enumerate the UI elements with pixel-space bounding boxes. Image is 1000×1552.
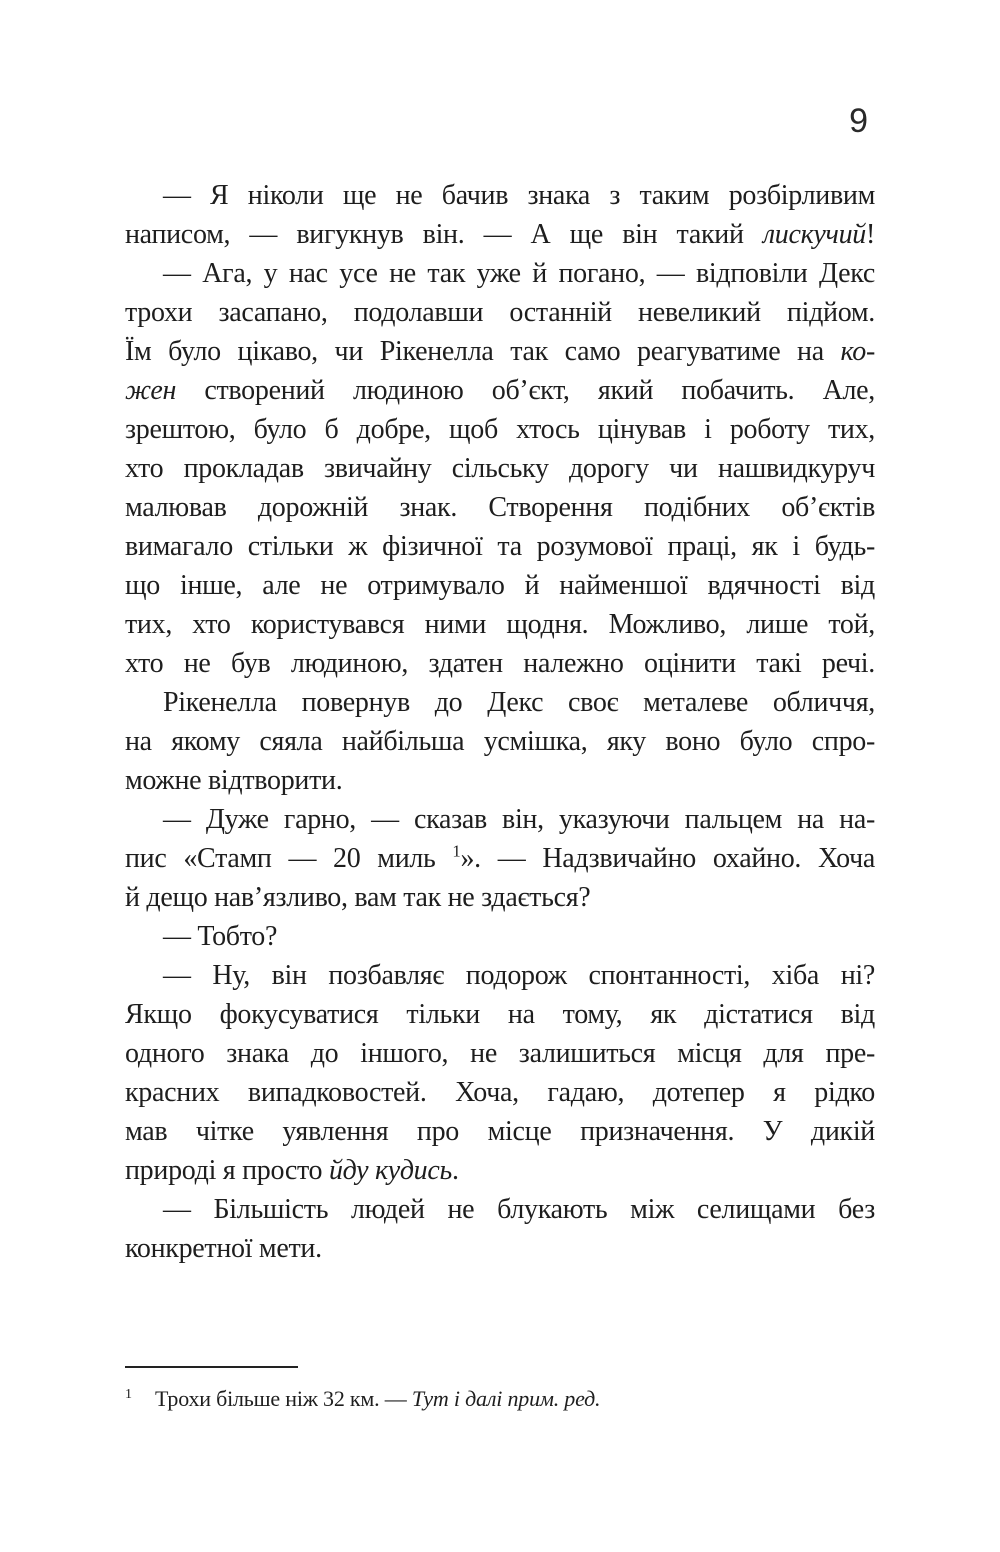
text-line: можне відтворити. [125, 765, 343, 796]
text-line [125, 839, 875, 878]
text-segment-italic: йду кудись [328, 1155, 452, 1186]
text-line: вимагало стільки ж фізичної та розумової праці, як і будь- [125, 531, 875, 562]
text-line [125, 215, 875, 254]
text-line: — Тобто? [163, 921, 278, 952]
text-line: — Я ніколи ще не бачив знака з таким розбірливим [163, 180, 875, 211]
footnote-text-italic: Тут і далі прим. ред. [411, 1386, 601, 1411]
text-segment-italic: лискучий [762, 219, 866, 250]
text-line: хто прокладав звичайну сільську дорогу чи нашвидкуруч [125, 453, 875, 484]
text-line [125, 371, 875, 410]
text-line: трохи засапано, подолавши останній невеликий підйом. [125, 297, 875, 328]
text-line: — Ага, у нас усе не так уже й погано, — відповіли Декс [163, 258, 875, 289]
footnote-reference: 1 [452, 841, 461, 861]
text-line: й дещо нав’язливо, вам так не здається? [125, 882, 591, 913]
text-segment-italic: жен [125, 375, 177, 406]
text-line: тих, хто користувався ними щодня. Можливо, лише той, [125, 609, 875, 640]
footnote-text: Трохи більше ніж 32 км. — [155, 1386, 412, 1411]
text-line: — Дуже гарно, — сказав він, указуючи пальцем на на- [163, 804, 875, 835]
text-line: малював дорожній знак. Створення подібних об’єктів [125, 492, 875, 523]
footnote-divider [125, 1366, 298, 1368]
text-line: хто не був людиною, здатен належно оцінити такі речі. [125, 648, 875, 679]
text-line: на якому сяяла найбільша усмішка, яку воно було спро- [125, 726, 875, 757]
text-segment: створений людиною об’єкт, який побачить. Але, [176, 375, 875, 406]
text-line: зрештою, було б добре, щоб хтось цінував і роботу тих, [125, 414, 875, 445]
text-line: Рікенелла повернув до Декс своє металеве обличчя, [163, 687, 875, 718]
text-line: Якщо фокусуватися тільки на тому, як дістатися від [125, 999, 875, 1030]
text-line: красних випадковостей. Хоча, гадаю, дотепер я рідко [125, 1077, 875, 1108]
text-segment: написом, — вигукнув він. — А ще він такий [125, 219, 763, 250]
page-number: 9 [849, 102, 868, 140]
text-line: одного знака до іншого, не залишиться місця для пре- [125, 1038, 875, 1069]
text-line [125, 1151, 875, 1190]
text-segment: природі я просто [125, 1155, 329, 1186]
text-line: — Ну, він позбавляє подорож спонтанності, хіба ні? [163, 960, 875, 991]
text-line: конкретної мети. [125, 1233, 322, 1264]
text-segment-italic: ко- [840, 336, 875, 367]
text-line: мав чітке уявлення про місце призначення. У дикій [125, 1116, 875, 1147]
text-segment: ». — Надзвичайно охайно. Хоча [460, 843, 875, 874]
text-line: — Більшість людей не блукають між селищами без [163, 1194, 875, 1225]
footnote [125, 1380, 875, 1414]
text-line: що інше, але не отримувало й найменшої вдячності від [125, 570, 875, 601]
text-line [125, 332, 875, 371]
text-segment: Їм було цікаво, чи Рікенелла так само реагуватиме на [125, 336, 841, 367]
footnote-marker: 1 [125, 1387, 132, 1402]
text-segment: ! [865, 219, 875, 250]
text-segment: . [451, 1155, 459, 1186]
body-text [125, 176, 875, 1268]
text-segment: пис «Стамп — 20 миль [125, 843, 453, 874]
